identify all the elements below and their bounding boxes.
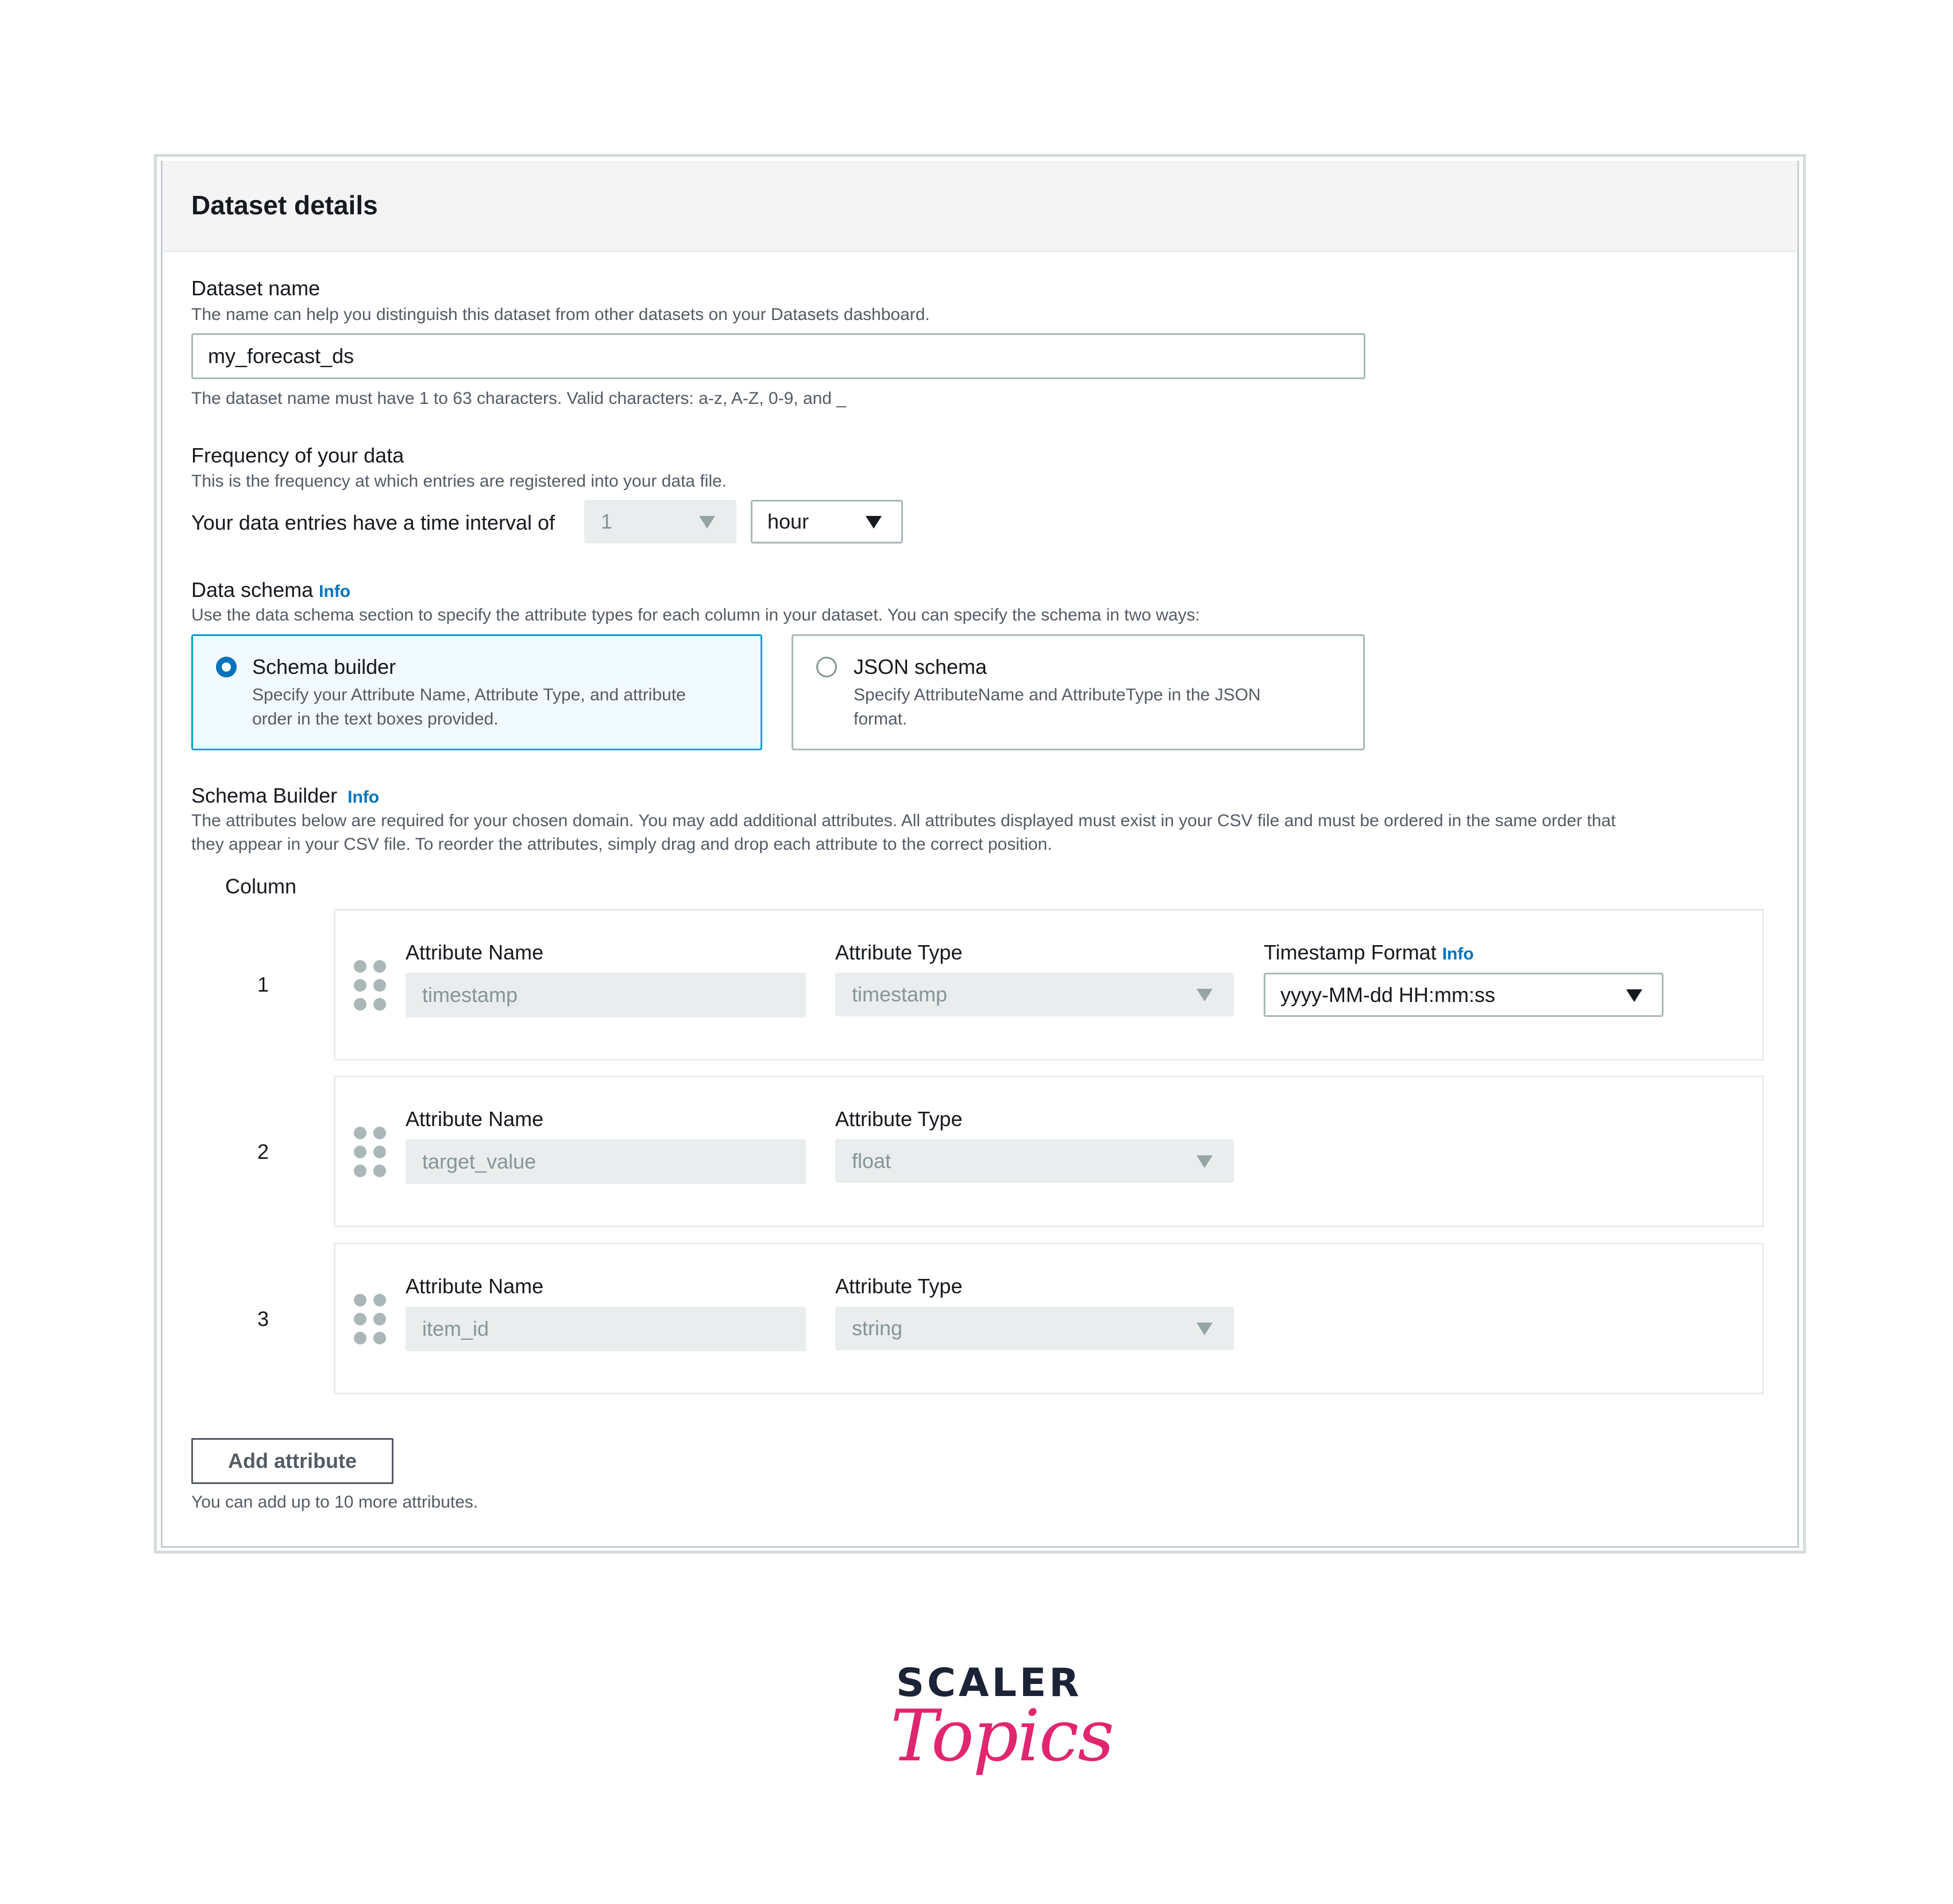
frequency-description: This is the frequency at which entries are registered into your data file. (191, 472, 727, 491)
chevron-down-icon (1196, 1155, 1213, 1168)
timestamp-format-info-link[interactable]: Info (1442, 945, 1474, 963)
schema-builder-heading (191, 784, 379, 808)
column-header: Column (225, 874, 297, 898)
data-schema-label: Data schema (191, 578, 314, 602)
attribute-name-input[interactable] (406, 1139, 806, 1184)
chevron-down-icon (1196, 1323, 1213, 1335)
scaler-logo-text: SCALER (896, 1660, 1082, 1706)
attribute-type-value: string (852, 1316, 903, 1340)
unit-value: hour (767, 510, 809, 533)
attribute-type-select[interactable] (835, 1139, 1234, 1183)
interval-prefix: Your data entries have a time interval of (191, 511, 555, 534)
topics-logo-text: Topics (890, 1695, 1113, 1778)
column-index: 1 (257, 973, 269, 996)
attribute-name-input[interactable] (406, 1306, 806, 1351)
attribute-name-input[interactable] (406, 973, 806, 1017)
attribute-row (334, 909, 1764, 1061)
attribute-type-label: Attribute Type (835, 1274, 963, 1298)
chevron-down-icon (699, 516, 715, 529)
dataset-name-constraint: The dataset name must have 1 to 63 characters. Valid characters: a-z, A-Z, 0-9, and _ (191, 389, 847, 408)
schema-builder-desc-line2: order in the text boxes provided. (252, 710, 499, 729)
drag-handle-icon[interactable] (354, 960, 387, 1011)
attribute-name-label: Attribute Name (406, 941, 544, 964)
json-schema-title: JSON schema (854, 655, 987, 679)
drag-handle-icon[interactable] (354, 1294, 387, 1344)
json-schema-desc-line2: format. (854, 710, 908, 729)
panel-header (163, 161, 1797, 252)
column-index: 3 (257, 1307, 269, 1331)
json-schema-option[interactable] (792, 634, 1365, 750)
attribute-name-label: Attribute Name (406, 1107, 544, 1131)
attribute-type-value: timestamp (852, 982, 948, 1006)
schema-builder-title: Schema builder (252, 655, 396, 679)
timestamp-format-heading (1264, 941, 1474, 965)
attribute-name-value: target_value (422, 1150, 537, 1173)
chevron-down-icon (1626, 989, 1642, 1002)
attribute-row (334, 1243, 1764, 1394)
add-attribute-button[interactable]: Add attribute (191, 1438, 393, 1484)
dataset-name-label: Dataset name (191, 276, 321, 300)
column-index: 2 (257, 1140, 269, 1163)
attribute-type-value: float (852, 1149, 891, 1173)
dataset-name-input[interactable] (191, 333, 1365, 379)
chevron-down-icon (1196, 989, 1213, 1001)
attribute-type-select[interactable] (835, 1306, 1234, 1350)
timestamp-format-label: Timestamp Format (1264, 941, 1437, 964)
attribute-type-label: Attribute Type (835, 941, 963, 964)
drag-handle-icon[interactable] (354, 1127, 387, 1177)
data-schema-info-link[interactable]: Info (319, 582, 351, 601)
timestamp-format-value: yyyy-MM-dd HH:mm:ss (1280, 982, 1495, 1007)
attribute-row (334, 1076, 1764, 1227)
dataset-name-description: The name can help you distinguish this dataset from other datasets on your Datasets dashboard. (191, 305, 930, 324)
schema-builder-desc-line1: The attributes below are required for your chosen domain. You may add additional attributes. All attributes displayed must exist in your CSV file and must be ordered in the same order that (191, 811, 1616, 830)
schema-builder-desc-line2: they appear in your CSV file. To reorder the attributes, simply drag and drop each attribute to the correct position. (191, 835, 1052, 854)
unit-select[interactable] (751, 500, 903, 544)
panel-title: Dataset details (191, 190, 378, 220)
interval-value: 1 (601, 510, 613, 533)
timestamp-format-select[interactable] (1264, 973, 1663, 1017)
schema-builder-option[interactable] (191, 634, 762, 750)
attribute-name-value: item_id (422, 1317, 489, 1340)
json-schema-desc-line1: Specify AttributeName and AttributeType in the JSON (854, 685, 1261, 704)
schema-builder-desc-line1: Specify your Attribute Name, Attribute Type, and attribute (252, 685, 686, 704)
attribute-type-select[interactable] (835, 973, 1234, 1016)
chevron-down-icon (866, 516, 882, 529)
dataset-name-value: my_forecast_ds (208, 344, 354, 368)
data-schema-heading (191, 578, 350, 602)
add-attribute-hint: You can add up to 10 more attributes. (191, 1493, 478, 1512)
schema-builder-radio[interactable] (216, 657, 237, 677)
data-schema-description: Use the data schema section to specify the attribute types for each column in your dataset. You can specify the schema in two ways: (191, 606, 1200, 625)
interval-select[interactable] (584, 500, 736, 544)
schema-builder-label: Schema Builder (191, 784, 338, 807)
attribute-type-label: Attribute Type (835, 1107, 963, 1131)
schema-builder-info-link[interactable]: Info (348, 788, 380, 807)
attribute-name-label: Attribute Name (406, 1274, 544, 1298)
frequency-label: Frequency of your data (191, 444, 404, 467)
attribute-name-value: timestamp (422, 983, 518, 1007)
json-schema-radio[interactable] (816, 657, 837, 677)
